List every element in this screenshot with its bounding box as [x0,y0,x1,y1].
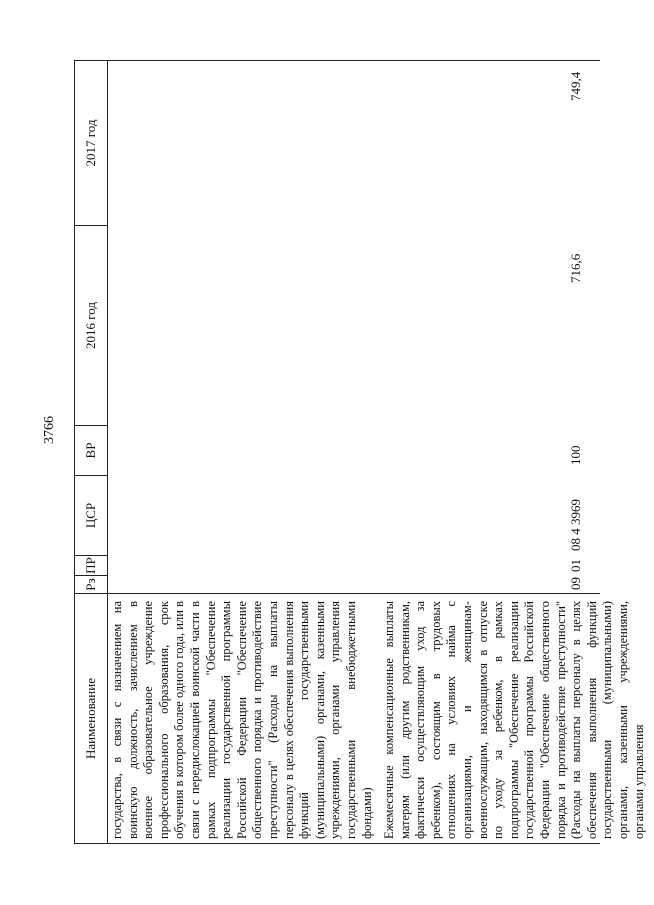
header-rz: Рз [75,575,107,593]
row2-2017: 749,4 [568,71,583,101]
budget-table [74,60,646,844]
header-pr: ПР [75,555,107,575]
row2-rz: 09 [568,577,583,590]
row2-2016: 716,6 [568,253,583,283]
row2-pr: 01 [568,559,583,572]
header-name: Наименование [75,593,107,843]
row-name-2: Ежемесячные компенсационные выплаты матерям (или другим родственникам, фактически осуществляющим уход за ребенком), состоящим в трудовых отношениях на условиях найма с организациями, и женщинам-военнослужащим, находящимся в отпуске по уходу за ребенком, в рамках подпрограммы "Обеспечение реализации государственной программы Российской Федерации "Обеспечение общественного порядка и противодействие преступности" (Расходы на выплаты персоналу в целях обеспечения выполнения функций государственными (муниципальными) органами, казенными учреждениями, органами управления [382,601,646,839]
header-vr: ВР [75,425,107,475]
table-body [108,60,646,844]
header-2017: 2017 год [83,119,98,167]
page-number: 3766 [42,416,57,444]
column-divider [108,593,600,594]
header-csr: ЦСР [75,475,107,555]
table-header-row [74,60,108,844]
row2-csr: 08 4 3969 [568,499,583,551]
header-2016: 2016 год [75,225,107,425]
row-name-1: государства, в связи с назначением на воинскую должность, зачислением в военное образовательное учреждение профессионального образования, срок обучения в котором более одного года, или в связи с передислокацией воинской части в рамках подпрограммы "Обеспечение реализации государственной программы Российской Федерации "Обеспечение общественного порядка и противодействие преступности" (Расходы на выплаты персоналу в целях обеспечения выполнения функций государственными (муниципальными) органами, казенными учреждениями, органами управления государственными внебюджетными фондами) [110,601,374,839]
name-column [110,601,654,839]
row2-vr: 100 [568,445,583,465]
